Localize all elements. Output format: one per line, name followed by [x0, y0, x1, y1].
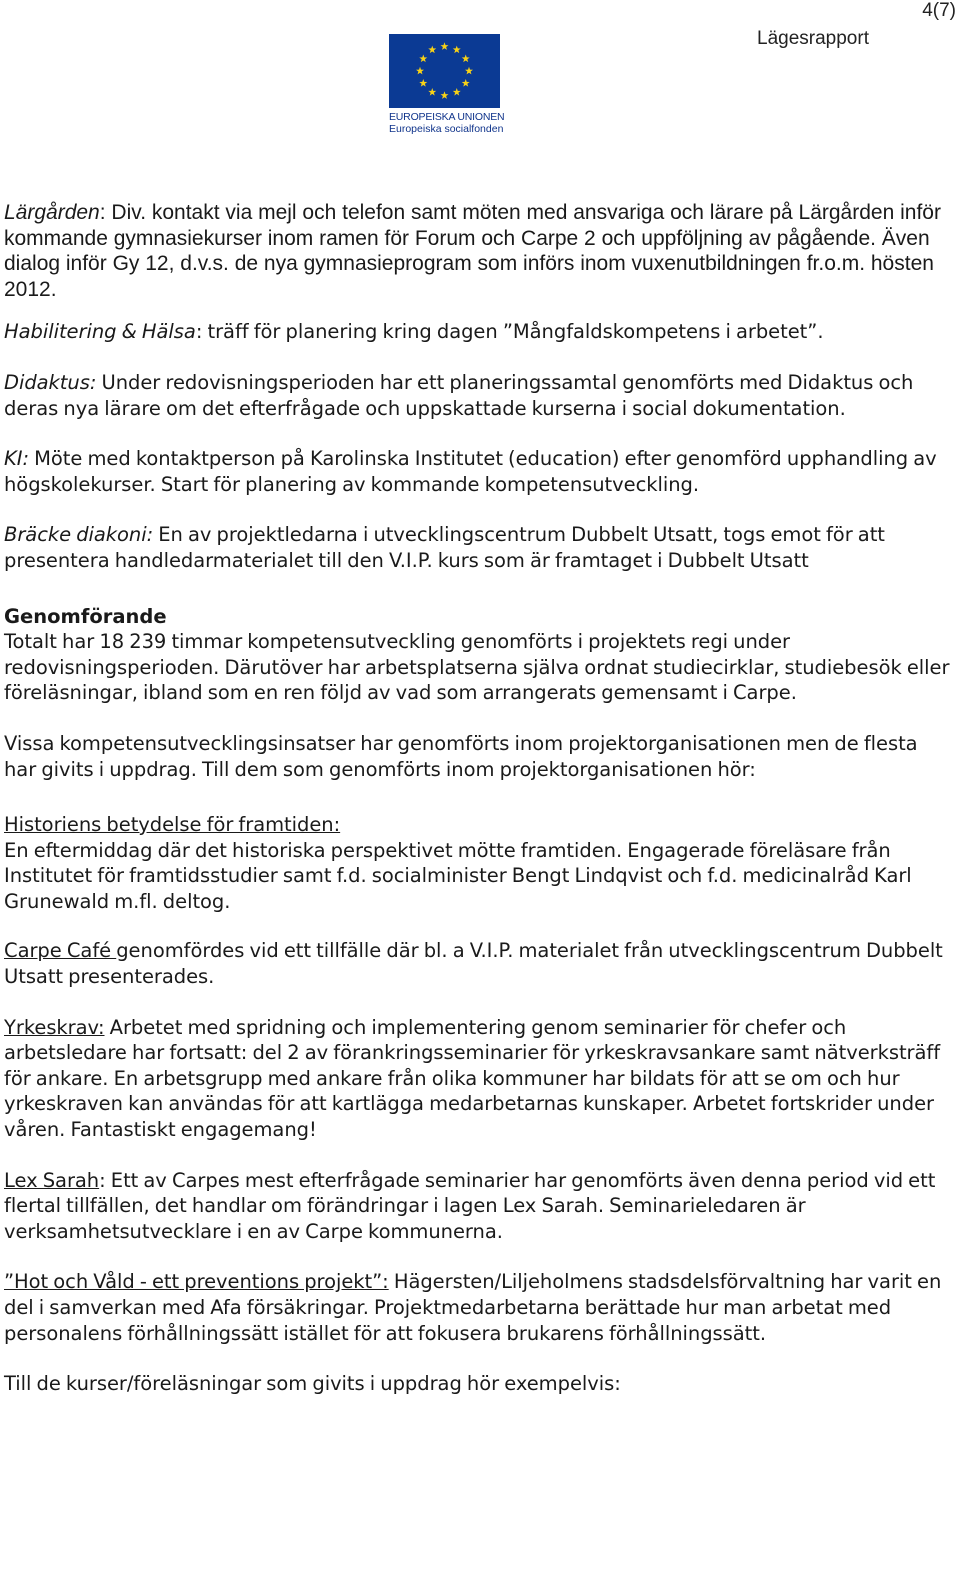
label-yrkeskrav: Yrkeskrav: [4, 1015, 105, 1039]
paragraph-largarden [4, 200, 954, 302]
text-yrkeskrav: Arbetet med spridning och implementering genom seminarier för chefer och arbetsledare har fortsatt: del 2 av förankringsseminarier för yrkeskravsankare samt nätverksträff för ankare. En arbetsgrupp med ankare från olika kommuner har bildats för att se om och hur yrkeskraven kan användas för att kartlägga medarbetarnas kunskaper. Arbetet fortskrider under våren. Fantastiskt engagemang! [4, 1015, 941, 1142]
paragraph-didaktus [4, 370, 954, 421]
eu-logo-line1: EUROPEISKA UNIONEN [389, 111, 505, 123]
text-carpe-cafe: genomfördes vid ett tillfälle där bl. a V.I.P. materialet från utvecklingscentrum Dubbelt Utsatt presenterades. [4, 939, 943, 989]
paragraph-ki [4, 446, 954, 497]
eu-flag-icon [389, 34, 500, 108]
label-lex-sarah: Lex Sarah [4, 1168, 100, 1192]
paragraph-bracke [4, 522, 954, 573]
paragraph-genomforande-1: Totalt har 18 239 timmar kompetensutveckling genomförts i projektets regi under redovisningsperioden. Därutöver har arbetsplatserna själva ordnat studiecirklar, studiebesök eller föreläsningar, ibland som en ren följd av vad som arrangerats gemensamt i Carpe. [4, 630, 950, 705]
text-didaktus: Under redovisningsperioden har ett planeringssamtal genomförts med Didaktus och deras nya lärare om det efterfrågade och uppskattade kurserna i social dokumentation. [4, 370, 914, 420]
text-bracke: En av projektledarna i utvecklingscentrum Dubbelt Utsatt, togs emot för att presentera handledarmaterialet till den V.I.P. kurs som är framtaget i Dubbelt Utsatt [4, 523, 885, 572]
paragraph-yrkeskrav [4, 1015, 954, 1143]
text-hot-och-vald: Hägersten/Liljeholmens stadsdelsförvaltning har varit en del i samverkan med Afa försäkringar. Projektmedarbetarna berättade hur man arbetat med personalens förhållningssätt istället för att fokusera brukarens förhållningssätt. [4, 1270, 942, 1345]
paragraph-lex-sarah [4, 1168, 954, 1245]
paragraph-historiens: En eftermiddag där det historiska perspektivet mötte framtiden. Engagerade föreläsare från Institutet för framtidsstudier samt f.d. socialminister Bengt Lindqvist och f.d. medicinalråd Karl Grunewald m.fl. deltog. [4, 838, 912, 913]
text-largarden: : Div. kontakt via mejl och telefon samt möten med ansvariga och lärare på Lärgården inför kommande gymnasiekurser inom ramen för Forum och Carpe 2 och uppföljning av pågående. Även dialog inför Gy 12, d.v.s. de nya gymnasieprogram som införs inom vuxenutbildningen fr.o.m. hösten 2012. [4, 201, 941, 301]
label-ki: KI: [4, 447, 29, 471]
paragraph-closing: Till de kurser/föreläsningar som givits i uppdrag hör exempelvis: [4, 1372, 621, 1396]
report-title: Lägesrapport [757, 28, 869, 49]
label-carpe-cafe: Carpe Café [4, 939, 117, 963]
label-didaktus: Didaktus: [4, 370, 97, 394]
paragraph-genomforande-2: Vissa kompetensutvecklingsinsatser har genomförts inom projektorganisationen men de flesta har givits i uppdrag. Till dem som genomförts inom projektorganisationen hör: [4, 731, 918, 781]
page-number: 4(7) [922, 0, 956, 21]
text-lex-sarah: : Ett av Carpes mest efterfrågade seminarier har genomförts även denna period vid ett flertal tillfällen, det handlar om förändringar i lagen Lex Sarah. Seminarieledaren är verksamhetsutvecklare i en av Carpe kommunerna. [4, 1168, 936, 1243]
label-hot-och-vald: ”Hot och Våld - ett preventions projekt”: [4, 1270, 389, 1294]
document-body [4, 200, 954, 1397]
eu-logo-line2: Europeiska socialfonden [389, 123, 504, 135]
heading-historiens: Historiens betydelse för framtiden: [4, 813, 341, 837]
text-ki: Möte med kontaktperson på Karolinska Institutet (education) efter genomförd upphandling av högskolekurser. Start för planering av kommande kompetensutveckling. [4, 447, 937, 496]
section-heading-genomforande: Genomförande [4, 604, 167, 628]
label-largarden: Lärgården [4, 201, 100, 224]
label-bracke: Bräcke diakoni: [4, 523, 154, 547]
paragraph-habilitering [4, 319, 954, 345]
eu-logo [389, 34, 503, 135]
paragraph-carpe-cafe [4, 938, 954, 989]
paragraph-hot-och-vald [4, 1269, 954, 1346]
text-habilitering: : träff för planering kring dagen ”Mångfaldskompetens i arbetet”. [195, 320, 824, 344]
label-habilitering: Habilitering & Hälsa [4, 320, 196, 344]
